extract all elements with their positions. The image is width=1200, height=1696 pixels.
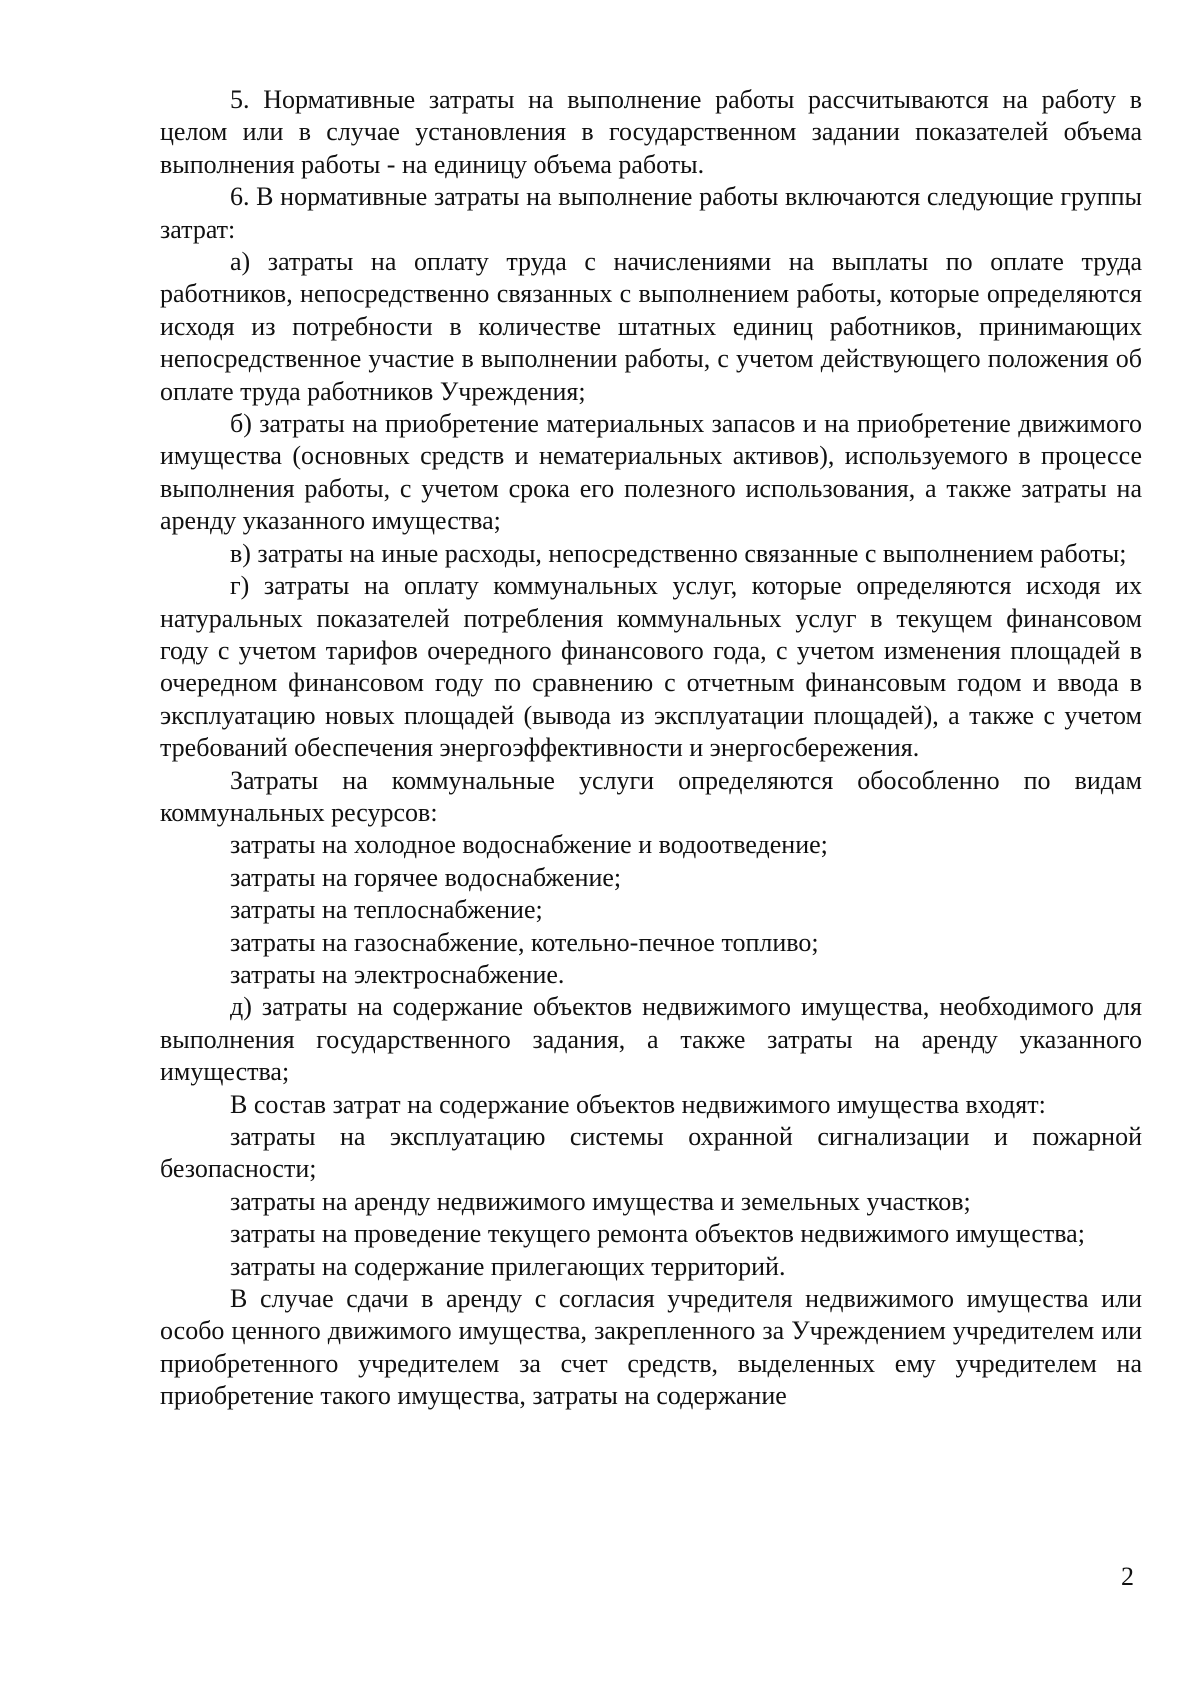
real-estate-item-territory: затраты на содержание прилегающих территорий. (230, 1251, 786, 1281)
utility-item-gas: затраты на газоснабжение, котельно-печное топливо; (230, 927, 819, 957)
paragraph-d: д) затраты на содержание объектов недвижимого имущества, необходимого для выполнения государственного задания, а также затраты на аренду указанного имущества; (160, 992, 1142, 1087)
paragraph-a: а) затраты на оплату труда с начислениями на выплаты по оплате труда работников, непосредственно связанных с выполнением работы, которые определяются исходя из потребности в количестве штатных единиц работников, принимающих непосредственное участие в выполнении работы, с учетом действующего положения об оплате труда работников Учреждения; (160, 247, 1142, 406)
paragraph-6: 6. В нормативные затраты на выполнение работы включаются следующие группы затрат: (160, 182, 1142, 244)
utility-item-water: затраты на холодное водоснабжение и водоотведение; (230, 830, 828, 860)
document-body (160, 84, 1142, 1413)
paragraph-g: г) затраты на оплату коммунальных услуг, которые определяются исходя их натуральных показателей потребления коммунальных услуг в текущем финансовом году с учетом тарифов очередного финансового года, с учетом изменения площадей в очередном финансовом году по сравнению с отчетным финансовым годом и ввода в эксплуатацию новых площадей (вывода из эксплуатации площадей), а также с учетом требований обеспечения энергоэффективности и энергосбережения. (160, 571, 1142, 763)
page-number: 2 (1121, 1562, 1134, 1591)
utility-item-electricity: затраты на электроснабжение. (230, 959, 565, 989)
paragraph-utilities-intro: Затраты на коммунальные услуги определяются обособленно по видам коммунальных ресурсов: (160, 765, 1142, 827)
paragraph-rent-case: В случае сдачи в аренду с согласия учредителя недвижимого имущества или особо ценного движимого имущества, закрепленного за Учреждением учредителем или приобретенного учредителем за счет средств, выделенных ему учредителем на приобретение такого имущества, затраты на содержание (160, 1284, 1142, 1411)
paragraph-real-estate-intro: В состав затрат на содержание объектов недвижимого имущества входят: (230, 1089, 1046, 1119)
real-estate-item-security: затраты на эксплуатацию системы охранной сигнализации и пожарной безопасности; (160, 1122, 1142, 1184)
utility-item-hot-water: затраты на горячее водоснабжение; (230, 862, 622, 892)
paragraph-5: 5. Нормативные затраты на выполнение работы рассчитываются на работу в целом или в случае установления в государственном задании показателей объема выполнения работы - на единицу объема работы. (160, 85, 1142, 179)
paragraph-v: в) затраты на иные расходы, непосредственно связанные с выполнением работы; (230, 538, 1127, 568)
utility-item-heating: затраты на теплоснабжение; (230, 895, 543, 925)
paragraph-b: б) затраты на приобретение материальных запасов и на приобретение движимого имущества (основных средств и нематериальных активов), используемого в процессе выполнения работы, с учетом срока его полезного использования, а также затраты на аренду указанного имущества; (160, 409, 1142, 536)
real-estate-item-rent: затраты на аренду недвижимого имущества и земельных участков; (230, 1186, 971, 1216)
real-estate-item-repair: затраты на проведение текущего ремонта объектов недвижимого имущества; (230, 1219, 1085, 1249)
